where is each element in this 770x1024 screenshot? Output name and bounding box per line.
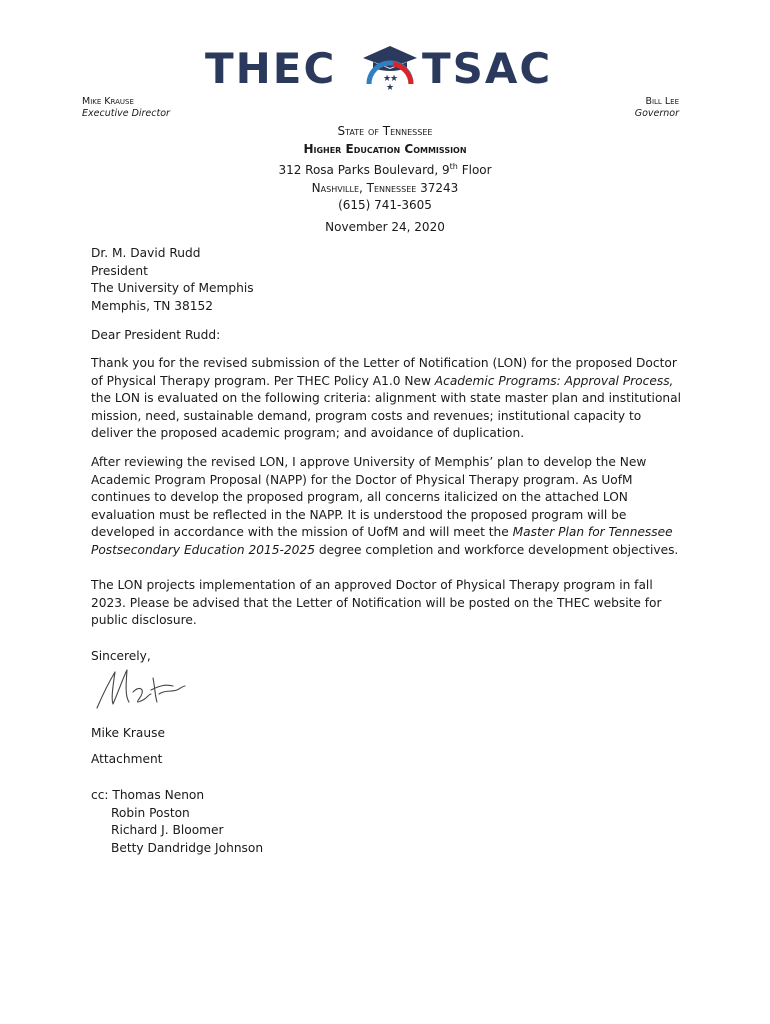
thec-tsac-logo xyxy=(205,44,567,96)
signer-name: Mike Krause xyxy=(91,726,165,740)
state-name: State of Tennessee xyxy=(337,124,433,138)
governor-name: Bill Lee xyxy=(645,96,679,107)
recipient-city: Memphis, TN 38152 xyxy=(91,298,214,313)
svg-text:★: ★ xyxy=(386,83,395,93)
letter-date: November 24, 2020 xyxy=(325,220,445,234)
city-state-zip: Nashville, Tennessee 37243 xyxy=(311,180,459,195)
executive-director-name: Mike Krause xyxy=(82,96,134,107)
cc-item: Robin Poston xyxy=(111,805,190,820)
attachment-note: Attachment xyxy=(91,752,163,766)
salutation: Dear President Rudd: xyxy=(91,328,221,342)
cc-first-line: cc: Thomas Nenon xyxy=(91,788,205,802)
agency-address-block xyxy=(0,123,770,215)
paragraph-1: Thank you for the revised submission of the Letter of Notification (LON) for the proposed Doctor of Physical Therapy program. Per THEC Policy A1.0 New Academic Programs: Approval Process, the LON is evaluated on the following criteria: alignment with state master plan and institutional mission, need, sustainable demand, program costs and revenues; institutional capacity to deliver the proposed academic program; and avoidance of duplication. xyxy=(91,356,681,441)
governor-block xyxy=(635,96,679,120)
commission-name: Higher Education Commission xyxy=(303,141,467,156)
cc-item: Richard J. Bloomer xyxy=(111,823,224,838)
handwritten-signature xyxy=(93,664,188,714)
logo-tsac-text: TSAC xyxy=(422,44,553,93)
recipient-address xyxy=(91,245,681,315)
svg-text:★: ★ xyxy=(383,74,392,84)
executive-director-title: Executive Director xyxy=(82,108,170,119)
svg-text:★: ★ xyxy=(390,74,399,84)
governor-title: Governor xyxy=(634,108,679,119)
executive-director-block xyxy=(82,96,170,120)
cc-list xyxy=(91,787,681,857)
paragraph-3: The LON projects implementation of an approved Doctor of Physical Therapy program in fall 2023. Please be advised that the Letter of Notification will be posted on the THEC website for public disclosure. xyxy=(91,578,662,628)
graduation-cap-tristar-icon xyxy=(359,44,421,96)
recipient-org: The University of Memphis xyxy=(91,281,254,296)
closing: Sincerely, xyxy=(91,649,151,663)
recipient-name: Dr. M. David Rudd xyxy=(91,246,201,260)
phone-number: (615) 741-3605 xyxy=(338,198,432,212)
paragraph-2: After reviewing the revised LON, I approve University of Memphis’ plan to develop the New Academic Program Proposal (NAPP) for the Doctor of Physical Therapy program. As UofM continues to develop the proposed program, all concerns italicized on the attached LON evaluation must be reflected in the NAPP. It is understood the proposed program will be developed in accordance with the mission of UofM and will meet the Master Plan for Tennessee Postsecondary Education 2015-2025 degree completion and workforce development objectives. xyxy=(91,455,679,557)
logo-thec-text: THEC xyxy=(205,44,337,93)
cc-item: Betty Dandridge Johnson xyxy=(111,840,264,855)
street-address: 312 Rosa Parks Boulevard, 9th Floor xyxy=(278,162,492,177)
recipient-title: President xyxy=(91,263,148,278)
